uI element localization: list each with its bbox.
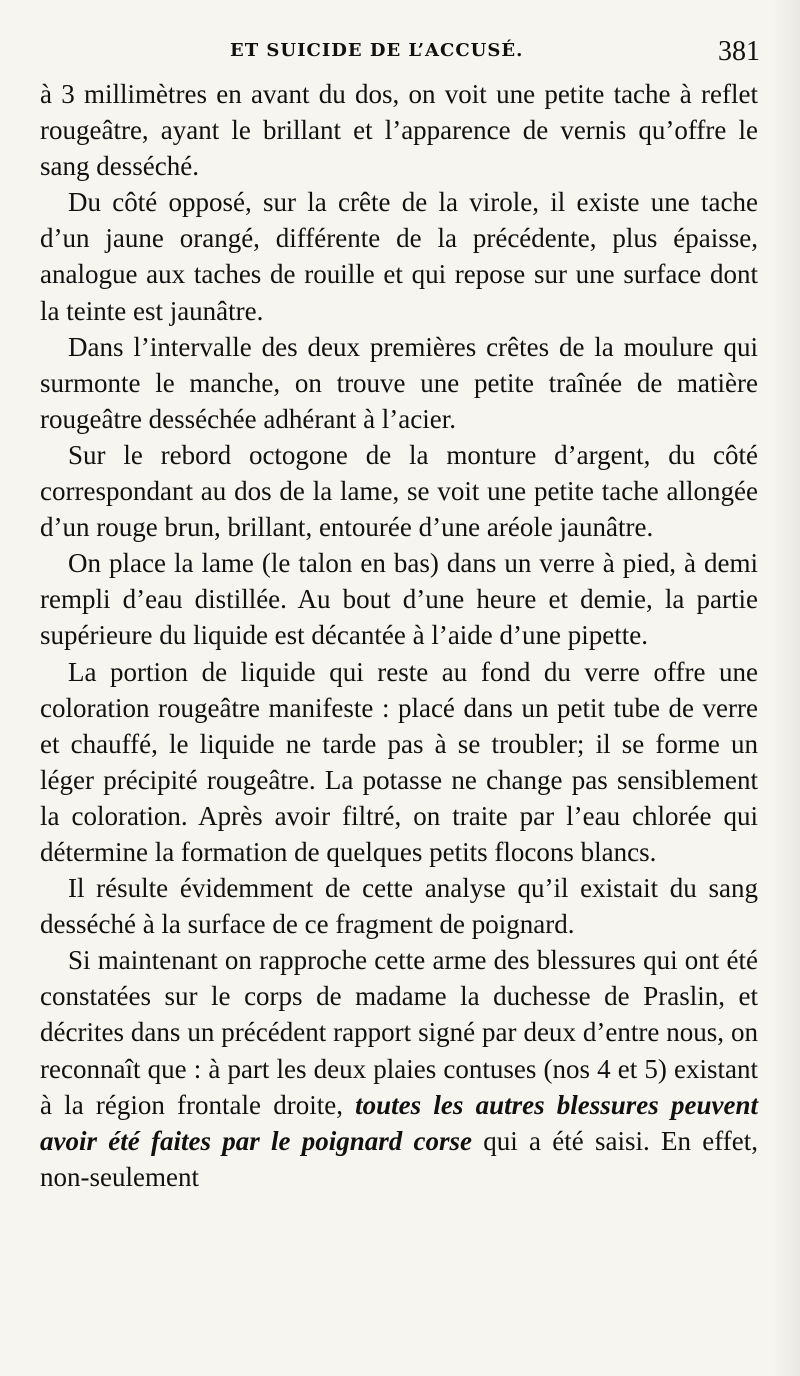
paragraph-8 [40, 942, 758, 1195]
paragraph-8-after: qui a été saisi. En effet, non-seulement [40, 1125, 758, 1192]
paragraph-8-italic: toutes les autres blessures peuvent avoir été faites par le poignard corse [40, 1089, 758, 1156]
running-head: ET SUICIDE DE L’ACCUSÉ. [230, 40, 524, 61]
paragraph-4: Sur le rebord octogone de la monture d’argent, du côté correspondant au dos de la lame, se voit une petite tache allongée d’un rouge brun, brillant, entourée d’une aréole jaunâtre. [40, 439, 758, 543]
paragraph-7: Il résulte évidemment de cette analyse qu’il existait du sang desséché à la surface de ce fragment de poignard. [40, 873, 758, 940]
paragraph-5: On place la lame (le talon en bas) dans un verre à pied, à demi rempli d’eau distillée. Au bout d’une heure et demie, la partie supérieure du liquide est décantée à l’aide d’une pipette. [40, 548, 758, 651]
paragraph-2: Du côté opposé, sur la crête de la virole, il existe une tache d’un jaune orangé, différente de la précédente, plus épaisse, analogue aux taches de rouille et qui repose sur une surface dont la teinte est jaunâtre. [40, 187, 758, 326]
paragraph-3: Dans l’intervalle des deux premières crêtes de la moulure qui surmonte le manche, on trouve une petite traînée de matière rougeâtre desséchée adhérant à l’acier. [40, 331, 758, 434]
page-header [40, 36, 760, 76]
paragraph-1: à 3 millimètres en avant du dos, on voit une petite tache à reflet rougeâtre, ayant le brillant et l’apparence de vernis qu’offre le sang desséché. [40, 79, 758, 182]
page-number: 381 [718, 36, 760, 67]
paragraph-8-before: Si maintenant on rapproche cette arme des blessures qui ont été constatées sur le corps de madame la duchesse de Praslin, et décrites dans un précédent rapport signé par deux d’entre nous, on reconnaît que : à part les deux plaies contuses (nos 4 et 5) existant à la région frontale droite, [40, 945, 758, 1120]
body-text [40, 76, 758, 1195]
paragraph-6: La portion de liquide qui reste au fond du verre offre une coloration rougeâtre manifeste : placé dans un petit tube de verre et chauffé, le liquide ne tarde pas à se troubler; il se forme un léger précipité rougeâtre. La potasse ne change pas sensiblement la coloration. Après avoir filtré, on traite par l’eau chlorée qui détermine la formation de quelques petits flocons blancs. [40, 656, 758, 867]
page-edge-shadow [770, 0, 800, 1376]
